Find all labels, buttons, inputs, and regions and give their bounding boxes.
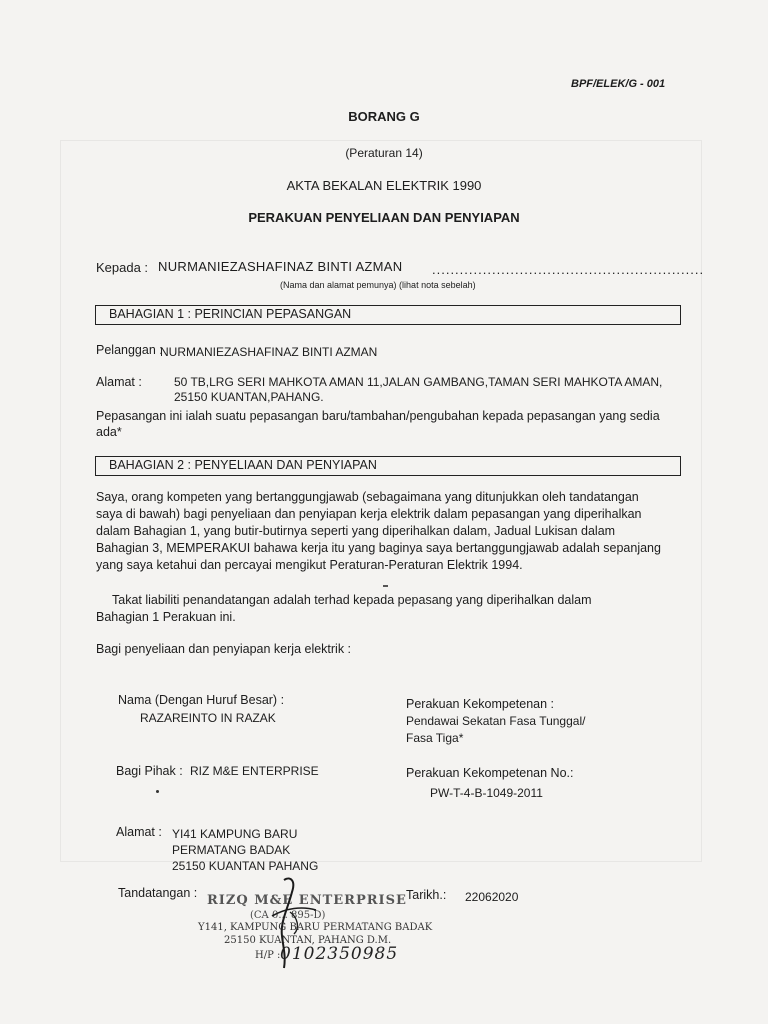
regulation-label: (Peraturan 14): [345, 146, 423, 160]
reference-code: BPF/ELEK/G - 001: [571, 78, 666, 90]
bagi-pihak-value: RIZ M&E ENTERPRISE: [190, 764, 319, 778]
alamat2-line1: YI41 KAMPUNG BARU: [172, 827, 298, 841]
alamat-line2: 25150 KUANTAN,PAHANG.: [174, 390, 324, 404]
kepada-label: Kepada :: [96, 260, 149, 275]
stamp-company-name: RIZQ M&E ENTERPRISE: [207, 893, 407, 908]
kepada-name: NURMANIEZASHAFINAZ BINTI AZMAN: [158, 259, 403, 274]
tarikh-value: 22062020: [465, 890, 519, 904]
perakuan-no-value: PW-T-4-B-1049-2011: [430, 786, 543, 800]
stamp-phone-label: H/P :: [255, 950, 281, 961]
para2-line2: Bahagian 1 Perakuan ini.: [96, 610, 236, 624]
stamp-address-line2: 25150 KUANTAN, PAHANG D.M.: [224, 935, 392, 946]
pelanggan-value: NURMANIEZASHAFINAZ BINTI AZMAN: [160, 345, 378, 359]
para1-line1: Saya, orang kompeten yang bertanggungjawab (sebagaimana yang ditunjukkan oleh tandatangan: [96, 490, 639, 504]
pelanggan-label: Pelanggan :: [96, 343, 163, 357]
perakuan-value1: Pendawai Sekatan Fasa Tunggal/: [406, 714, 586, 728]
para2-line1: Takat liabiliti penandatangan adalah terhad kepada pepasang yang diperihalkan dalam: [112, 593, 592, 607]
stamp-registration: (CA 0... 895-D): [250, 910, 326, 921]
ink-mark: [383, 585, 388, 587]
perakuan-value2: Fasa Tiga*: [406, 731, 464, 745]
section2-heading-box: [95, 456, 681, 476]
alamat-label: Alamat :: [96, 375, 142, 389]
stamp-phone-handwritten: 0102350985: [280, 944, 399, 964]
para1-line5: yang saya ketahui dan percayai mengikut Peraturan-Peraturan Elektrik 1994.: [96, 558, 523, 572]
pepasangan-line2: ada*: [96, 425, 122, 439]
nama-value: RAZAREINTO IN RAZAK: [140, 711, 276, 725]
form-subtitle: PERAKUAN PENYELIAAN DAN PENYIAPAN: [248, 210, 520, 225]
ink-dot: [156, 790, 159, 793]
section1-heading-box: [95, 305, 681, 325]
perakuan-no-label: Perakuan Kekompetenan No.:: [406, 766, 574, 780]
kepada-note: (Nama dan alamat pemunya) (lihat nota sebelah): [280, 280, 476, 290]
para1-line2: saya di bawah) bagi penyeliaan dan penyiapan kerja elektrik dalam pepasangan yang diperihalkan: [96, 507, 642, 521]
signature-mark: [250, 872, 340, 972]
alamat-line1: 50 TB,LRG SERI MAHKOTA AMAN 11,JALAN GAMBANG,TAMAN SERI MAHKOTA AMAN,: [174, 375, 663, 389]
pepasangan-line1: Pepasangan ini ialah suatu pepasangan baru/tambahan/pengubahan kepada pepasangan yang sedia: [96, 409, 660, 423]
nama-label: Nama (Dengan Huruf Besar) :: [118, 693, 285, 707]
perakuan-label: Perakuan Kekompetenan :: [406, 697, 555, 711]
alamat2-line3: 25150 KUANTAN PAHANG: [172, 859, 319, 873]
section2-heading: BAHAGIAN 2 : PENYELIAAN DAN PENYIAPAN: [109, 458, 377, 472]
bagi-pihak-label: Bagi Pihak :: [116, 764, 183, 778]
para3: Bagi penyeliaan dan penyiapan kerja elektrik :: [96, 642, 352, 656]
act-title: AKTA BEKALAN ELEKTRIK 1990: [286, 178, 482, 193]
alamat2-line2: PERMATANG BADAK: [172, 843, 291, 857]
tandatangan-label: Tandatangan :: [118, 886, 198, 900]
para1-line4: Bahagian 3, MEMPERAKUI bahawa kerja itu yang baginya saya bertanggungjawab adalah sepanjang: [96, 541, 661, 555]
form-title: BORANG G: [348, 109, 420, 124]
stamp-address-line1: Y141, KAMPUNG BARU PERMATANG BADAK: [198, 922, 433, 933]
alamat2-label: Alamat :: [116, 825, 162, 839]
para1-line3: dalam Bahagian 1, yang butir-butirnya seperti yang diperihalkan dalam, Jadual Lukisan dalam: [96, 524, 616, 538]
kepada-dotted-line: ...........................................................: [432, 262, 705, 277]
tarikh-label: Tarikh.:: [406, 888, 447, 902]
section1-heading: BAHAGIAN 1 : PERINCIAN PEPASANGAN: [109, 307, 352, 321]
